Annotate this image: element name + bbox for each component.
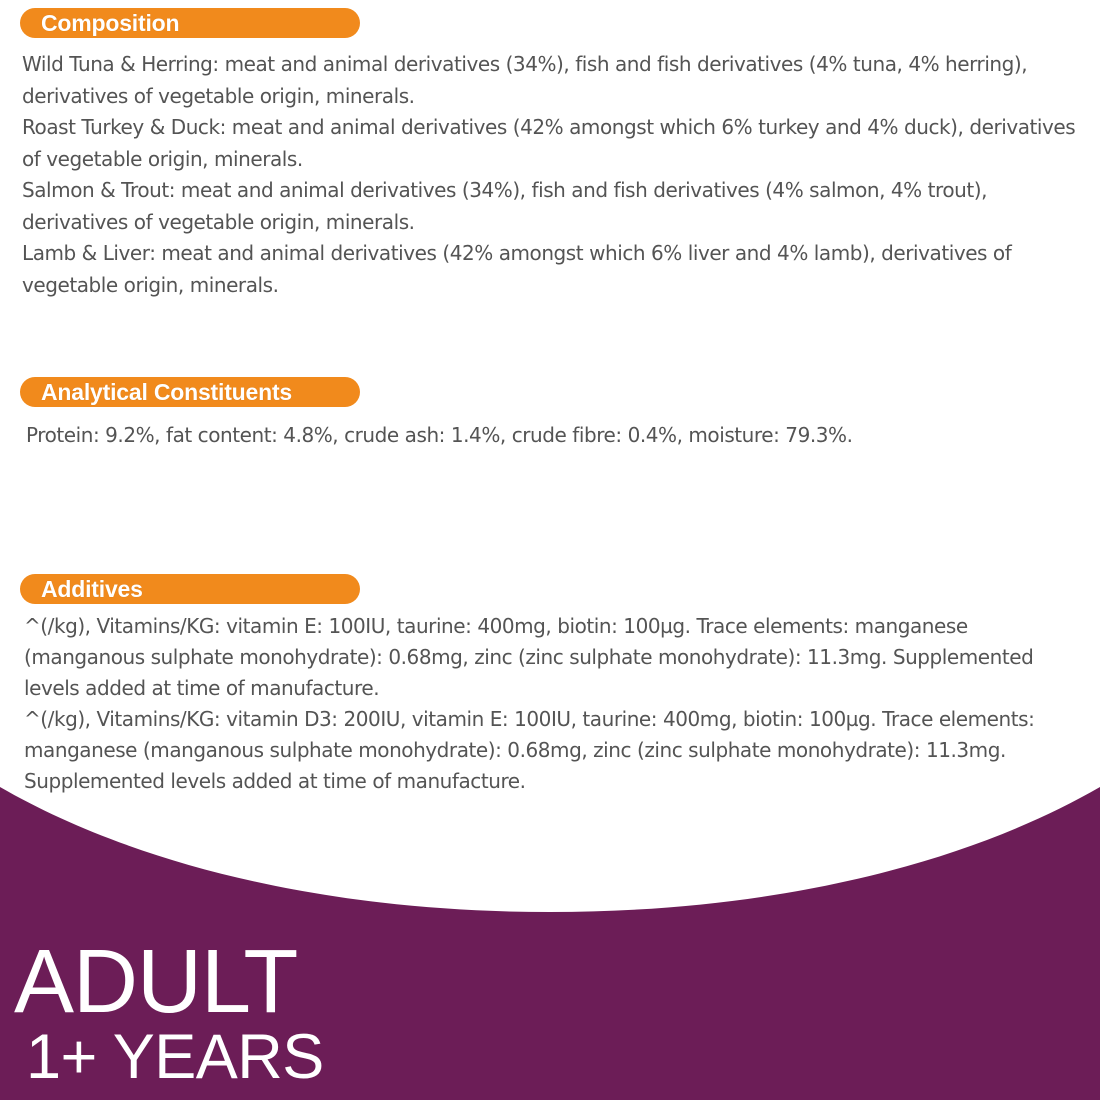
additives-text xyxy=(24,611,1089,797)
additives-heading: Additives xyxy=(20,574,360,604)
additives-line: ^(/kg), Vitamins/KG: vitamin D3: 200IU, vitamin E: 100IU, taurine: 400mg, biotin: 100µg. Trace elements: manganese (manganous sulphate monohydrate): 0.68mg, zinc (zinc sulphate monohydrate): 11.3mg. Supplemented levels added at time of manufacture. xyxy=(24,707,1035,793)
composition-line: Roast Turkey & Duck: meat and animal derivatives (42% amongst which 6% turkey and 4% duck), derivatives of vegetable origin, minerals. xyxy=(22,115,1076,171)
additives-line: ^(/kg), Vitamins/KG: vitamin E: 100IU, taurine: 400mg, biotin: 100µg. Trace elements: manganese (manganous sulphate monohydrate): 0.68mg, zinc (zinc sulphate monohydrate): 11.3mg. Supplemented levels added at time of manufacture. xyxy=(24,614,1034,700)
analytical-line: Protein: 9.2%, fat content: 4.8%, crude ash: 1.4%, crude fibre: 0.4%, moisture: 79.3%. xyxy=(26,423,853,447)
age-range-label: 1+ YEARS xyxy=(26,1022,324,1092)
composition-text xyxy=(22,49,1087,301)
analytical-constituents-heading: Analytical Constituents xyxy=(20,377,360,407)
life-stage-title: ADULT xyxy=(14,932,298,1032)
composition-heading: Composition xyxy=(20,8,360,38)
analytical-constituents-text xyxy=(26,420,1091,452)
composition-line: Lamb & Liver: meat and animal derivatives (42% amongst which 6% liver and 4% lamb), derivatives of vegetable origin, minerals. xyxy=(22,241,1012,297)
composition-line: Salmon & Trout: meat and animal derivatives (34%), fish and fish derivatives (4% salmon, 4% trout), derivatives of vegetable origin, minerals. xyxy=(22,178,988,234)
composition-line: Wild Tuna & Herring: meat and animal derivatives (34%), fish and fish derivatives (4% tuna, 4% herring), derivatives of vegetable origin, minerals. xyxy=(22,52,1028,108)
